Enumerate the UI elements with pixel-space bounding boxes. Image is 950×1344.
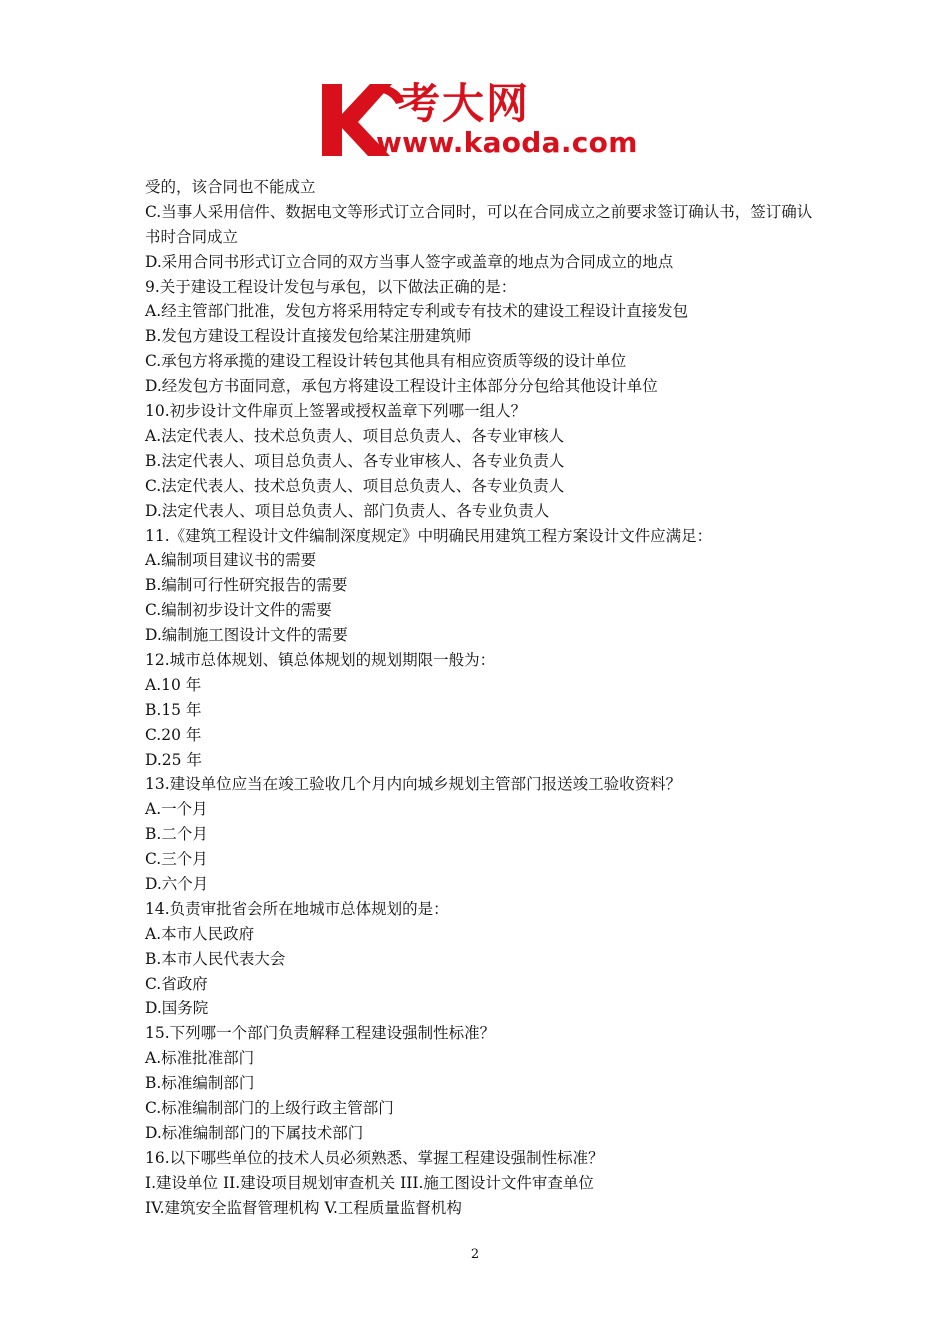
option-line: C.三个月 xyxy=(145,850,208,869)
option-line: A.经主管部门批准，发包方将采用特定专利或专有技术的建设工程设计直接发包 xyxy=(145,302,689,321)
question-16: 16.以下哪些单位的技术人员必须熟悉、掌握工程建设强制性标准？ xyxy=(145,1148,604,1167)
option-line: A.标准批准部门 xyxy=(145,1049,255,1068)
option-line: D.25 年 xyxy=(145,750,202,769)
option-line: D.六个月 xyxy=(145,874,209,893)
option-line: IV.建筑安全监督管理机构 V.工程质量监督机构 xyxy=(145,1198,462,1217)
option-line: A.本市人民政府 xyxy=(145,924,255,943)
option-line: C.标准编制部门的上级行政主管部门 xyxy=(145,1098,394,1117)
option-line: B.15 年 xyxy=(145,700,202,719)
question-11: 11.《建筑工程设计文件编制深度规定》中明确民用建筑工程方案设计文件应满足： xyxy=(145,526,713,545)
question-14: 14.负责审批省会所在地城市总体规划的是： xyxy=(145,899,449,918)
page-number: 2 xyxy=(470,1247,480,1262)
option-line: C.编制初步设计文件的需要 xyxy=(145,601,332,620)
option-line: D.标准编制部门的下属技术部门 xyxy=(145,1123,364,1142)
option-line: B.编制可行性研究报告的需要 xyxy=(145,576,348,595)
option-line: D.法定代表人、项目总负责人、部门负责人、各专业负责人 xyxy=(145,501,550,520)
question-15: 15.下列哪一个部门负责解释工程建设强制性标准？ xyxy=(145,1024,496,1043)
option-line: B.二个月 xyxy=(145,825,208,844)
option-line: B.本市人民代表大会 xyxy=(145,949,286,968)
option-line: A.10 年 xyxy=(145,675,202,694)
option-line: B.发包方建设工程设计直接发包给某注册建筑师 xyxy=(145,327,472,346)
option-line: C.承包方将承揽的建设工程设计转包其他具有相应资质等级的设计单位 xyxy=(145,352,627,371)
option-line: I.建设单位 II.建设项目规划审查机关 III.施工图设计文件审查单位 xyxy=(145,1173,594,1192)
text-line: C.当事人采用信件、数据电文等形式订立合同时，可以在合同成立之前要求签订确认书，签订确认书时合同成立 xyxy=(145,202,813,246)
option-line: C.法定代表人、技术总负责人、项目总负责人、各专业负责人 xyxy=(145,476,565,495)
document-body xyxy=(145,175,825,1220)
question-13: 13.建设单位应当在竣工验收几个月内向城乡规划主管部门报送竣工验收资料？ xyxy=(145,775,682,794)
option-line: C.省政府 xyxy=(145,974,208,993)
question-12: 12.城市总体规划、镇总体规划的规划期限一般为： xyxy=(145,650,496,669)
option-line: A.法定代表人、技术总负责人、项目总负责人、各专业审核人 xyxy=(145,426,565,445)
option-line: A.编制项目建议书的需要 xyxy=(145,551,317,570)
option-line: B.标准编制部门 xyxy=(145,1074,255,1093)
logo-url: www.kaoda.com xyxy=(376,126,638,159)
text-line: D.采用合同书形式订立合同的双方当事人签字或盖章的地点为合同成立的地点 xyxy=(145,252,674,271)
kaoda-logo xyxy=(318,80,640,160)
question-9: 9.关于建设工程设计发包与承包，以下做法正确的是： xyxy=(145,277,517,296)
option-line: B.法定代表人、项目总负责人、各专业审核人、各专业负责人 xyxy=(145,451,565,470)
option-line: D.经发包方书面同意，承包方将建设工程设计主体部分分包给其他设计单位 xyxy=(145,377,658,396)
option-line: A.一个月 xyxy=(145,800,208,819)
logo-chinese-name: 考大网 xyxy=(398,79,531,128)
question-10: 10.初步设计文件扉页上签署或授权盖章下列哪一组人？ xyxy=(145,402,527,421)
option-line: D.编制施工图设计文件的需要 xyxy=(145,626,348,645)
text-line: 受的，该合同也不能成立 xyxy=(145,178,316,196)
option-line: D.国务院 xyxy=(145,999,209,1018)
option-line: C.20 年 xyxy=(145,725,202,744)
